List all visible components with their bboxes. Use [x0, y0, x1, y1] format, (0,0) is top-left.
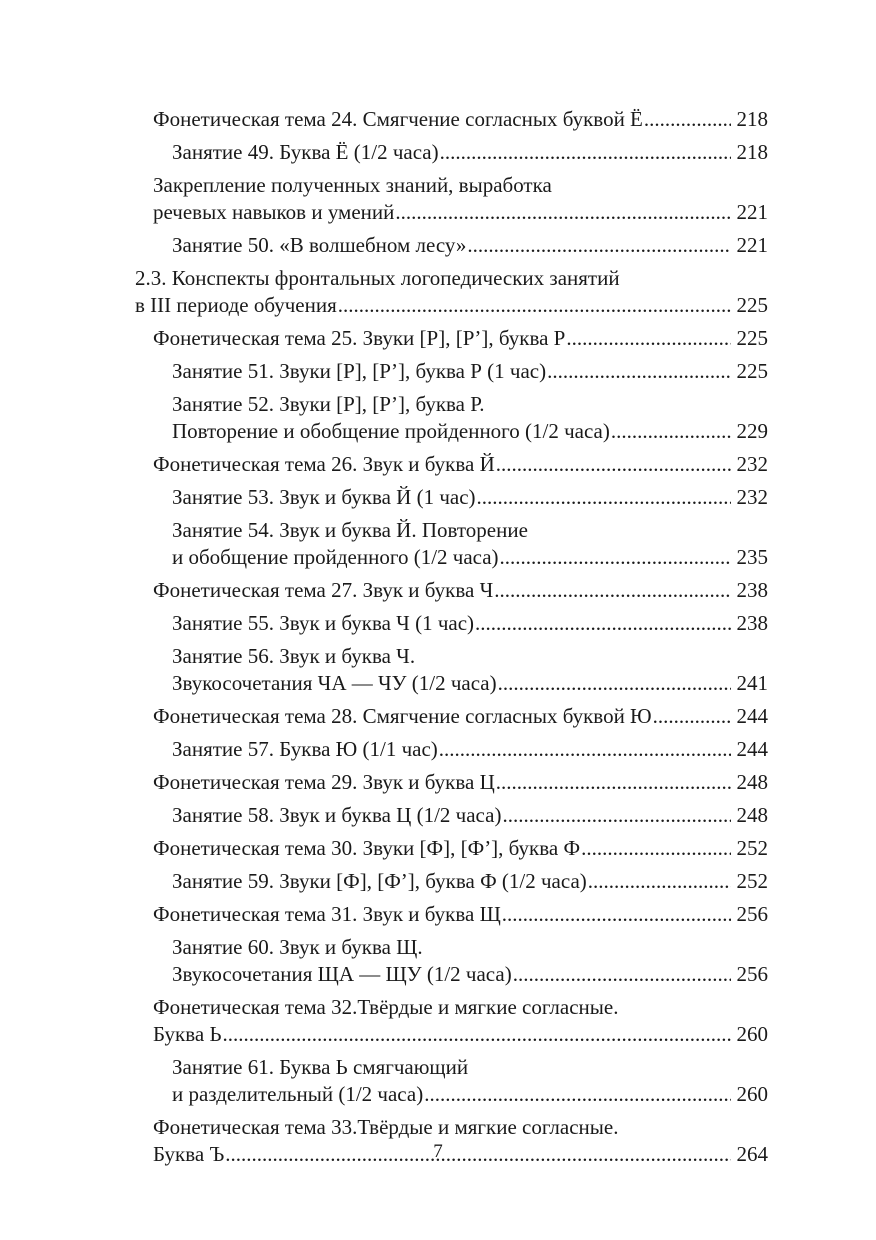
toc-entry-title: Повторение и обобщение пройденного (1/2 часа)	[172, 419, 610, 443]
toc-entry-row	[172, 736, 876, 763]
toc-entry-page: 260	[736, 1022, 768, 1046]
toc-entry-title: Фонетическая тема 31. Звук и буква Щ	[153, 902, 501, 926]
toc-entry-title: Занятие 55. Звук и буква Ч (1 час)	[172, 611, 475, 635]
toc-entry-page: 221	[736, 200, 768, 224]
toc-entry	[0, 769, 876, 796]
toc-entry-title: Занятие 57. Буква Ю (1/1 час)	[172, 737, 438, 761]
dot-leader	[496, 769, 731, 796]
dot-leader	[581, 835, 731, 862]
toc-entry-row	[153, 577, 876, 604]
toc-entry-row	[135, 292, 876, 319]
toc-entry	[0, 172, 876, 226]
dot-leader	[439, 736, 731, 763]
toc-entry-title-line: Занятие 61. Буква Ь смягчающий	[172, 1055, 469, 1079]
toc-entry	[0, 994, 876, 1048]
toc-entry	[0, 868, 876, 895]
dot-leader	[424, 1081, 731, 1108]
toc-entry	[0, 802, 876, 829]
dot-leader	[502, 802, 731, 829]
toc-entry-row	[172, 139, 876, 166]
toc-entry-title-line: Фонетическая тема 33.Твёрдые и мягкие согласные.	[153, 1115, 619, 1139]
toc-entry	[0, 484, 876, 511]
toc-entry-title: и разделительный (1/2 часа)	[172, 1082, 424, 1106]
toc-entry-page: 256	[736, 962, 768, 986]
toc-entry-page: 244	[736, 704, 768, 728]
dot-leader	[223, 1021, 731, 1048]
dot-leader	[475, 610, 731, 637]
toc-entry-title: Занятие 49. Буква Ё (1/2 часа)	[172, 140, 439, 164]
toc-entry-title: Звукосочетания ЩА — ЩУ (1/2 часа)	[172, 962, 512, 986]
toc-entry	[0, 517, 876, 571]
toc-entry	[0, 577, 876, 604]
toc-entry	[0, 451, 876, 478]
dot-leader	[588, 868, 731, 895]
dot-leader	[611, 418, 731, 445]
toc-entry-page: 225	[736, 293, 768, 317]
toc-entry-row	[172, 544, 876, 571]
toc-entry-row	[153, 1021, 876, 1048]
toc-entry	[0, 139, 876, 166]
toc-entry-title: Фонетическая тема 30. Звуки [Ф], [Ф’], буква Ф	[153, 836, 581, 860]
toc-entry-row	[172, 1081, 876, 1108]
toc-entry	[0, 106, 876, 133]
toc-entry-row	[153, 451, 876, 478]
dot-leader	[395, 199, 731, 226]
toc-entry-row	[172, 358, 876, 385]
toc-entry-title-line: Занятие 56. Звук и буква Ч.	[172, 644, 416, 668]
toc-entry-page: 248	[736, 803, 768, 827]
dot-leader	[644, 106, 731, 133]
toc-entry-row	[153, 901, 876, 928]
toc-entry	[0, 643, 876, 697]
toc-entry-page: 260	[736, 1082, 768, 1106]
toc-entry-title: Занятие 51. Звуки [Р], [Р’], буква Р (1 час)	[172, 359, 547, 383]
toc-entry	[0, 703, 876, 730]
toc-entry-page: 256	[736, 902, 768, 926]
toc-entry-page: 218	[736, 140, 768, 164]
toc-entry-title-line: Занятие 60. Звук и буква Щ.	[172, 935, 423, 959]
dot-leader	[477, 484, 731, 511]
toc-entry-title: Звукосочетания ЧА — ЧУ (1/2 часа)	[172, 671, 497, 695]
toc-entry	[0, 391, 876, 445]
dot-leader	[494, 577, 731, 604]
toc-entry	[0, 325, 876, 352]
toc-entry-page: 218	[736, 107, 768, 131]
toc-entry-page: 225	[736, 326, 768, 350]
toc-entry-row	[172, 961, 876, 988]
dot-leader	[500, 544, 731, 571]
toc-entry-page: 244	[736, 737, 768, 761]
toc-entry-row	[172, 484, 876, 511]
toc-entry	[0, 736, 876, 763]
toc-entry-page: 229	[736, 419, 768, 443]
toc-entry-row	[172, 802, 876, 829]
toc-entry	[0, 835, 876, 862]
toc-entry-title: Фонетическая тема 25. Звуки [Р], [Р’], буква Р	[153, 326, 566, 350]
toc-entry-row	[153, 769, 876, 796]
toc-entry-row	[153, 106, 876, 133]
toc-entry-title: в III периоде обучения	[135, 293, 337, 317]
toc-entry-title-line: Фонетическая тема 32.Твёрдые и мягкие согласные.	[153, 995, 619, 1019]
toc-entry-row	[153, 199, 876, 226]
dot-leader	[566, 325, 731, 352]
toc-entry-title: Фонетическая тема 27. Звук и буква Ч	[153, 578, 494, 602]
dot-leader	[547, 358, 731, 385]
dot-leader	[513, 961, 731, 988]
toc-entry	[0, 610, 876, 637]
toc-entry-page: 241	[736, 671, 768, 695]
toc-entry-page: 238	[736, 611, 768, 635]
toc-entry-title-line: Закрепление полученных знаний, выработка	[153, 173, 552, 197]
toc-entry-page: 235	[736, 545, 768, 569]
toc-entry-title: Буква Ъ	[153, 1142, 225, 1166]
toc-entry-title: Фонетическая тема 24. Смягчение согласных буквой Ё	[153, 107, 643, 131]
dot-leader	[338, 292, 731, 319]
toc-entry-page: 232	[736, 452, 768, 476]
toc-entry-title: Занятие 58. Звук и буква Ц (1/2 часа)	[172, 803, 502, 827]
toc-entry-title-line: Занятие 54. Звук и буква Й. Повторение	[172, 518, 528, 542]
dot-leader	[653, 703, 731, 730]
toc-entry	[0, 934, 876, 988]
toc-entry-row	[172, 610, 876, 637]
toc-entry-title: Фонетическая тема 29. Звук и буква Ц	[153, 770, 495, 794]
toc-entry	[0, 901, 876, 928]
toc-entry-page: 225	[736, 359, 768, 383]
toc-entry-title: Буква Ь	[153, 1022, 222, 1046]
page-number: 7	[433, 1141, 443, 1162]
table-of-contents	[0, 106, 876, 1174]
toc-entry-page: 252	[736, 869, 768, 893]
toc-entry-title: речевых навыков и умений	[153, 200, 395, 224]
toc-entry-title: Занятие 53. Звук и буква Й (1 час)	[172, 485, 476, 509]
toc-entry-row	[172, 232, 876, 259]
toc-entry	[0, 358, 876, 385]
toc-entry-row	[153, 703, 876, 730]
toc-entry	[0, 265, 876, 319]
dot-leader	[440, 139, 731, 166]
toc-entry-title: Занятие 59. Звуки [Ф], [Ф’], буква Ф (1/2 часа)	[172, 869, 587, 893]
toc-entry-title: Занятие 50. «В волшебном лесу»	[172, 233, 467, 257]
dot-leader	[467, 232, 731, 259]
toc-entry-row	[172, 418, 876, 445]
toc-entry-row	[172, 868, 876, 895]
dot-leader	[496, 451, 731, 478]
dot-leader	[502, 901, 731, 928]
dot-leader	[498, 670, 731, 697]
toc-entry-title-line: Занятие 52. Звуки [Р], [Р’], буква Р.	[172, 392, 485, 416]
toc-entry-row	[153, 835, 876, 862]
toc-entry	[0, 232, 876, 259]
toc-entry-row	[172, 670, 876, 697]
toc-entry-page: 264	[736, 1142, 768, 1166]
toc-entry-page: 248	[736, 770, 768, 794]
toc-entry	[0, 1054, 876, 1108]
toc-entry-page: 232	[736, 485, 768, 509]
toc-entry-page: 252	[736, 836, 768, 860]
toc-entry-page: 221	[736, 233, 768, 257]
toc-entry-title: и обобщение пройденного (1/2 часа)	[172, 545, 499, 569]
toc-entry-title-line: 2.3. Конспекты фронтальных логопедических занятий	[135, 266, 620, 290]
toc-entry-title: Фонетическая тема 26. Звук и буква Й	[153, 452, 495, 476]
toc-entry-row	[153, 325, 876, 352]
toc-entry-title: Фонетическая тема 28. Смягчение согласных буквой Ю	[153, 704, 652, 728]
toc-entry-page: 238	[736, 578, 768, 602]
